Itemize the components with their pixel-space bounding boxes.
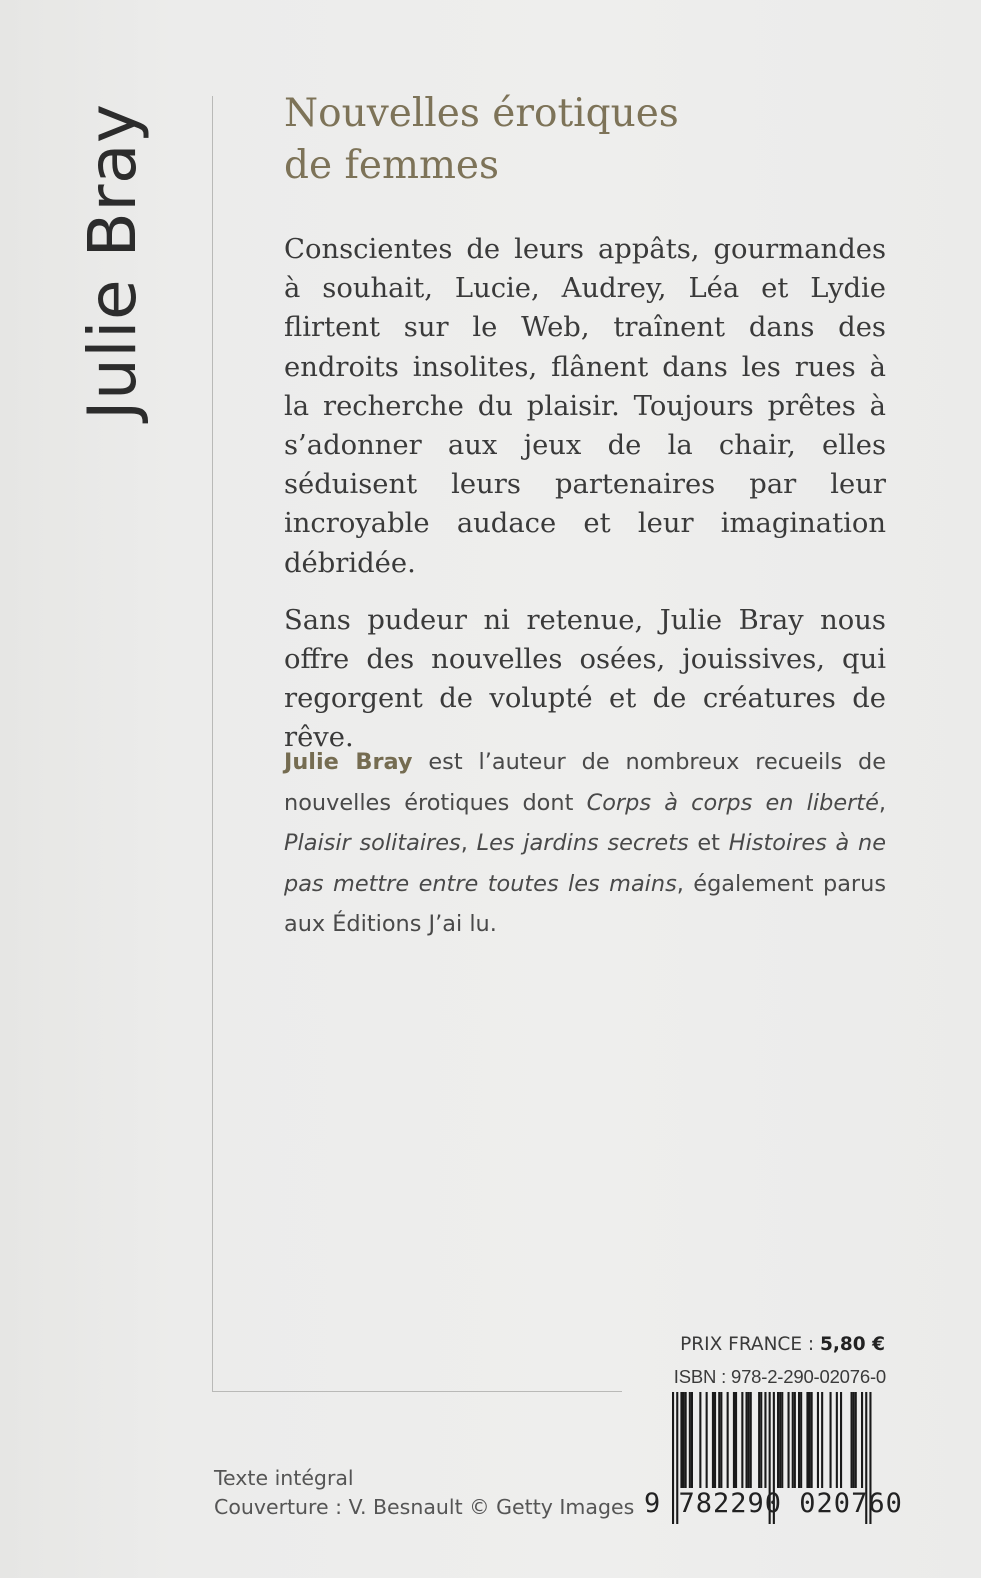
- barcode-bar: [750, 1392, 752, 1488]
- barcode-bar: [714, 1392, 716, 1488]
- barcode-bar: [735, 1392, 737, 1488]
- barcode-bar: [691, 1392, 693, 1488]
- barcode-bar: [741, 1392, 743, 1488]
- bio-book-2: Plaisir solitaires: [284, 830, 461, 857]
- credits-line-2: Couverture : V. Besnault © Getty Images: [214, 1495, 635, 1519]
- barcode-bar: [733, 1392, 735, 1488]
- barcode-bar: [855, 1392, 857, 1488]
- barcode-bar: [685, 1392, 687, 1488]
- barcode-bar: [758, 1392, 760, 1488]
- barcode-digits: 9 782290 020760: [644, 1488, 903, 1519]
- credits-line-1: Texte intégral: [214, 1466, 354, 1490]
- barcode-bar: [788, 1392, 790, 1488]
- bio-text-4: et: [688, 830, 729, 857]
- isbn-number: ISBN : 978-2-290-02076-0: [673, 1366, 886, 1387]
- barcode-bar: [817, 1392, 819, 1488]
- author-bio: [284, 742, 886, 945]
- barcode-bar: [853, 1392, 855, 1488]
- barcode-bar: [683, 1392, 685, 1488]
- price-label: [680, 1334, 885, 1355]
- barcode-bar: [836, 1392, 838, 1488]
- barcode-bar: [689, 1392, 691, 1488]
- barcode-bar: [777, 1392, 779, 1488]
- barcode-bar: [794, 1392, 796, 1488]
- book-title-line-1: Nouvelles érotiques: [284, 91, 679, 136]
- bio-book-3: Les jardins secrets: [476, 830, 689, 857]
- bio-text-2: ,: [878, 789, 886, 816]
- barcode-bar: [720, 1392, 722, 1488]
- bio-text-1: est l’auteur de nombreux recueils de nouvelles érotiques dont: [284, 749, 886, 816]
- barcode-bar: [830, 1392, 832, 1488]
- blurb-paragraph-2: Sans pudeur ni retenue, Julie Bray nous offre des nouvelles osées, jouissives, qui regorgent de volupté et de créatures de rêve.: [284, 604, 886, 754]
- blurb-paragraph-1: Conscientes de leurs appâts, gourmandes à souhait, Lucie, Audrey, Léa et Lydie flirtent sur le Web, traînent dans des endroits insolites, flânent dans les rues à la recherche du plaisir. Toujours prêtes à s’adonner aux jeux de la chair, elles séduisent leurs partenaires par leur incroyable audace et leur imagination débridée.: [284, 234, 886, 579]
- bio-book-4: Histoires à ne pas mettre entre toutes les mains: [284, 830, 886, 897]
- bio-text-3: ,: [460, 830, 477, 857]
- barcode-bar: [811, 1392, 813, 1488]
- barcode-bar: [806, 1392, 808, 1488]
- barcode-bar: [764, 1392, 766, 1488]
- barcode-bar: [800, 1392, 802, 1488]
- barcode-bar: [699, 1392, 701, 1488]
- barcode-bar: [718, 1392, 720, 1488]
- barcode-bar: [746, 1392, 748, 1488]
- barcode-bar: [840, 1392, 842, 1488]
- barcode-bar: [748, 1392, 750, 1488]
- bio-text-5: , également parus aux Éditions J’ai lu.: [284, 870, 886, 938]
- horizontal-divider: [212, 1391, 622, 1392]
- barcode-bar: [861, 1392, 863, 1488]
- barcode-bar: [760, 1392, 762, 1488]
- book-title-line-2: de femmes: [284, 143, 500, 188]
- barcode-bar: [821, 1392, 823, 1488]
- barcode-bar: [781, 1392, 783, 1488]
- price-label-text: PRIX FRANCE :: [680, 1334, 821, 1355]
- barcode-bar: [851, 1392, 853, 1488]
- vertical-divider: [212, 96, 213, 1392]
- book-title: [284, 88, 679, 192]
- price-value: 5,80 €: [820, 1334, 885, 1355]
- spine-author-name: Julie Bray: [74, 103, 151, 420]
- credits: [214, 1464, 634, 1522]
- barcode-bar: [809, 1392, 811, 1488]
- barcode-bar: [706, 1392, 708, 1488]
- barcode-bar: [792, 1392, 794, 1488]
- bio-author-name: Julie Bray: [284, 749, 413, 775]
- barcode-bar: [712, 1392, 714, 1488]
- barcode-bar: [727, 1392, 729, 1488]
- barcode-bar: [779, 1392, 781, 1488]
- barcode-bar: [798, 1392, 800, 1488]
- bio-book-1: Corps à corps en liberté: [586, 789, 879, 816]
- barcode-bar: [680, 1392, 682, 1488]
- blurb: [284, 230, 886, 758]
